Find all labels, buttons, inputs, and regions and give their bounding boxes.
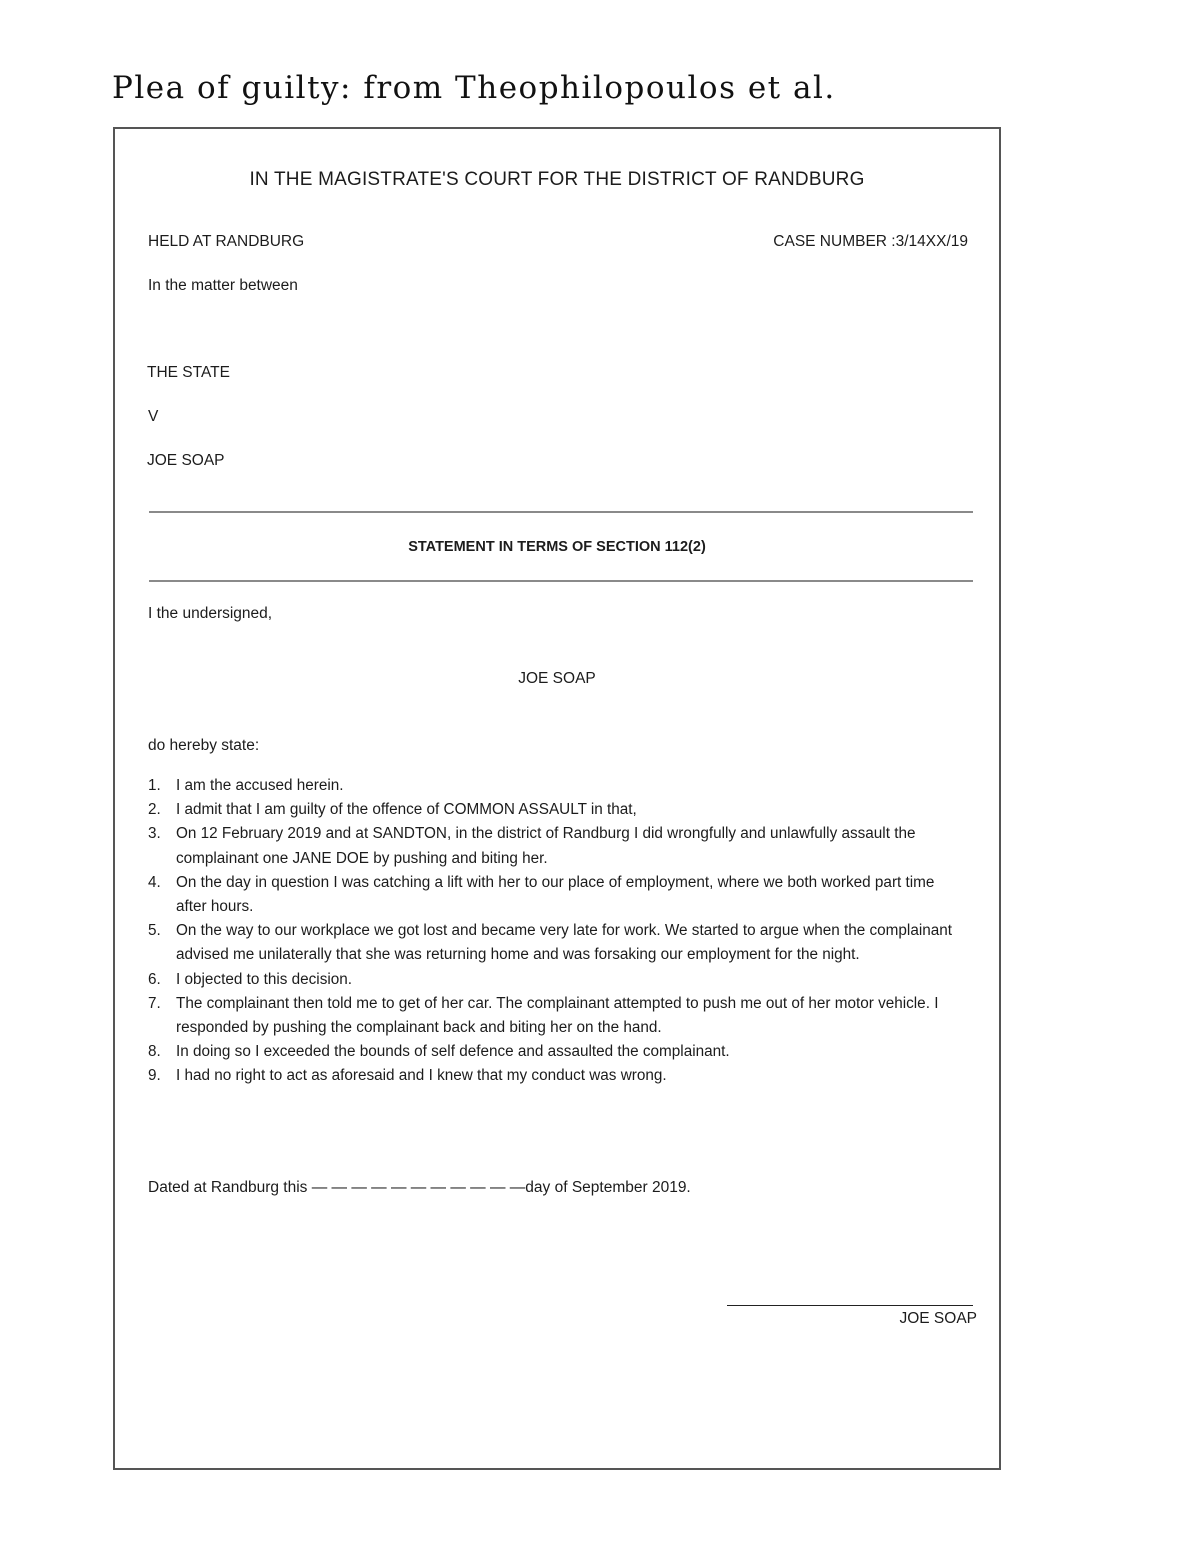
clause-text: In doing so I exceeded the bounds of self defence and assaulted the complainant.	[176, 1043, 730, 1061]
clause-text: On the day in question I was catching a lift with her to our place of employment, where we both worked part time after hours.	[176, 873, 935, 916]
clause-number: 9.	[148, 1067, 161, 1085]
clause-item	[148, 798, 968, 822]
court-document	[113, 127, 1001, 1470]
clause-item	[148, 919, 968, 967]
clause-number: 7.	[148, 994, 161, 1012]
versus: V	[148, 408, 159, 425]
case-number: CASE NUMBER :3/14XX/19	[773, 233, 968, 250]
clause-text: I objected to this decision.	[176, 970, 353, 988]
clause-item	[148, 871, 968, 919]
clause-item	[148, 1040, 968, 1064]
clause-number: 3.	[148, 825, 161, 843]
clause-item	[148, 992, 968, 1040]
divider-bottom	[149, 580, 973, 582]
divider-top	[149, 511, 973, 513]
clause-text: On the way to our workplace we got lost and became very late for work. We started to argue when the complainant advised me unilaterally that she was returning home and was forsaking our employment for the night.	[176, 922, 953, 964]
clause-list	[148, 774, 968, 1089]
declarant-name: JOE SOAP	[518, 670, 596, 687]
clause-number: 1.	[148, 777, 161, 794]
clause-item	[148, 1064, 968, 1088]
clause-text: The complainant then told me to get of her car. The complainant attempted to push me out of her motor vehicle. I responded by pushing the complainant back and biting her on the hand.	[176, 994, 939, 1037]
clause-number: 8.	[148, 1043, 161, 1061]
clause-text: I am the accused herein.	[176, 777, 344, 794]
clause-number: 5.	[148, 922, 161, 940]
matter-between: In the matter between	[148, 277, 298, 294]
undersigned-line: I the undersigned,	[148, 605, 273, 622]
signature-line	[727, 1305, 973, 1306]
party-state: THE STATE	[147, 364, 230, 381]
clause-text: I admit that I am guilty of the offence of COMMON ASSAULT in that,	[176, 801, 637, 819]
clause-text: I had no right to act as aforesaid and I knew that my conduct was wrong.	[176, 1067, 667, 1085]
hereby-state: do hereby state:	[148, 737, 260, 754]
page-caption: Plea of guilty: from Theophilopoulos et al.	[112, 70, 836, 106]
held-at: HELD AT RANDBURG	[148, 233, 305, 250]
dated-blank: — — — — — — — — — — —	[311, 1179, 526, 1196]
clause-item	[148, 774, 968, 798]
dated-line	[148, 1179, 691, 1197]
clause-number: 2.	[148, 801, 161, 819]
court-title: IN THE MAGISTRATE'S COURT FOR THE DISTRICT OF RANDBURG	[249, 169, 865, 190]
clause-text: On 12 February 2019 and at SANDTON, in the district of Randburg I did wrongfully and unlawfully assault the complainant one JANE DOE by pushing and biting her.	[176, 825, 916, 867]
party-accused: JOE SOAP	[147, 452, 225, 469]
statement-heading: STATEMENT IN TERMS OF SECTION 112(2)	[408, 539, 706, 555]
dated-suffix: day of September 2019.	[525, 1179, 691, 1196]
clause-item	[148, 968, 968, 992]
clause-item	[148, 822, 968, 870]
clause-number: 4.	[148, 873, 161, 891]
dated-prefix: Dated at Randburg this	[148, 1179, 308, 1196]
clause-number: 6.	[148, 970, 161, 988]
signature-name: JOE SOAP	[899, 1310, 977, 1327]
